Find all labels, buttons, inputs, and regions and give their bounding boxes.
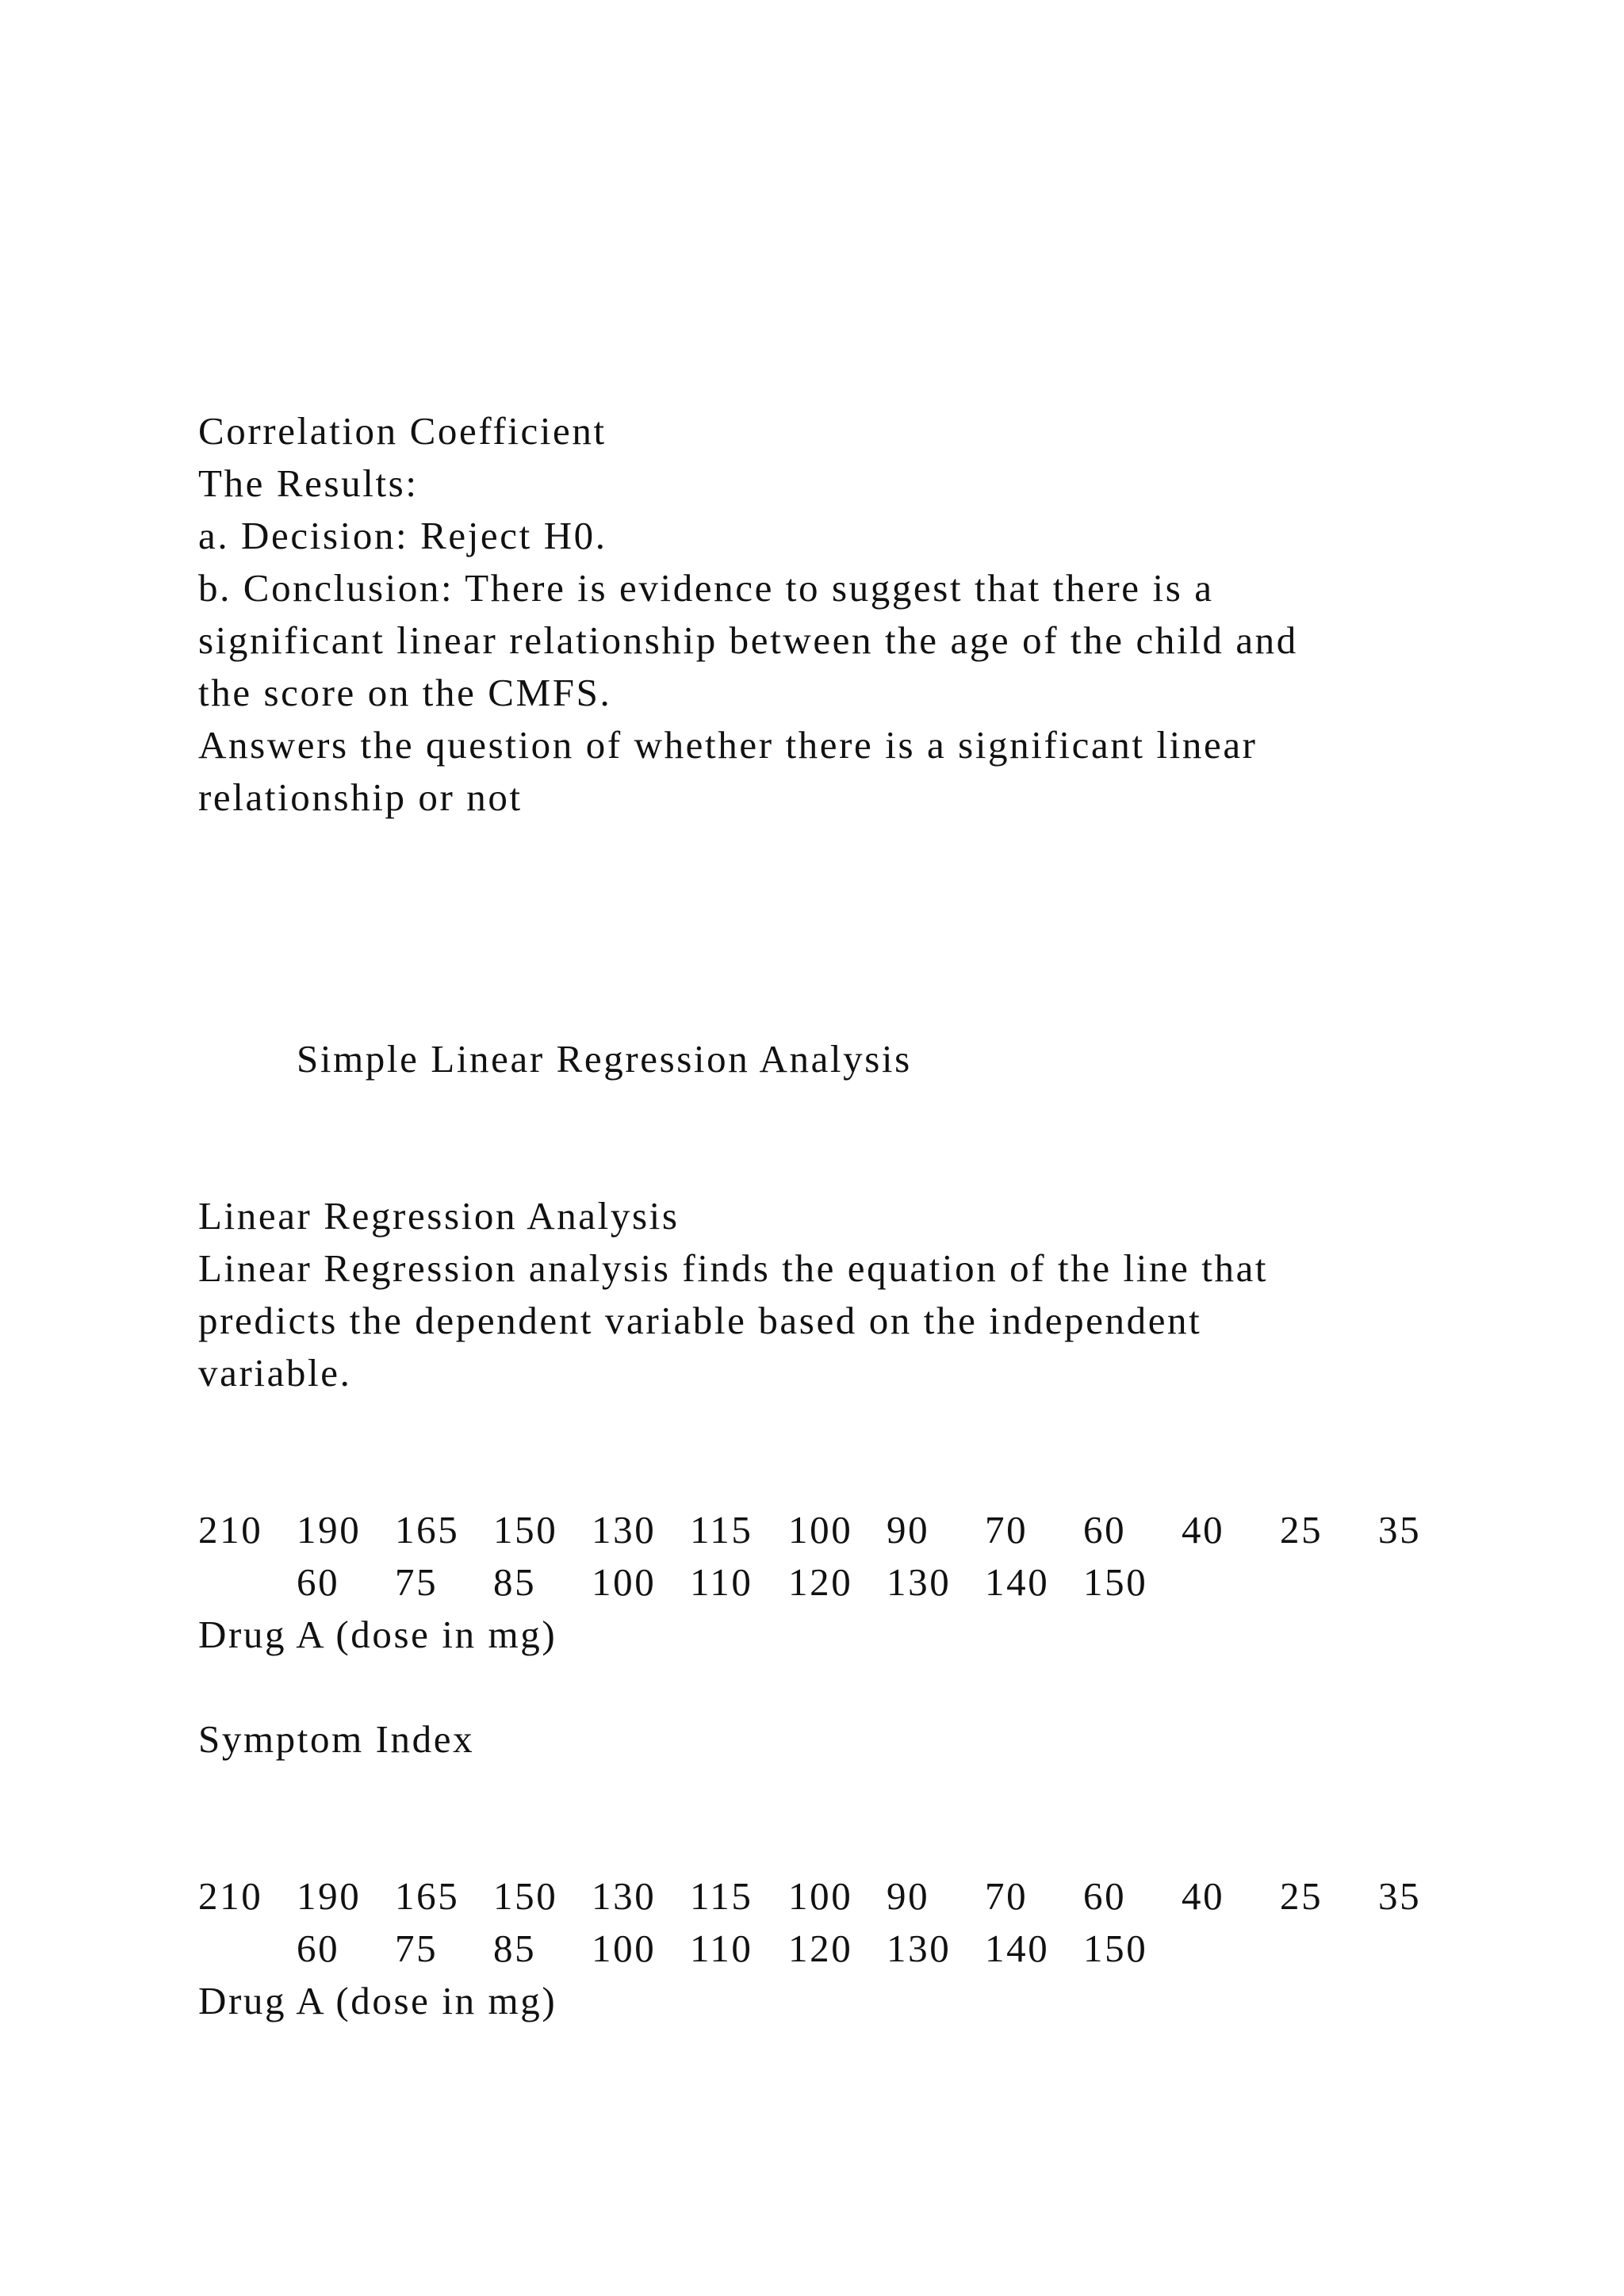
x-tick-label: 110 <box>690 1560 753 1604</box>
y-tick-label: 115 <box>690 1874 753 1918</box>
x-tick-label: 150 <box>1083 1927 1148 1970</box>
x-tick-label: 110 <box>690 1927 753 1970</box>
y-tick-label: 25 <box>1280 1508 1323 1552</box>
x-tick-label: 130 <box>887 1560 952 1604</box>
x-tick-label: 85 <box>493 1560 537 1604</box>
x-tick-label: 100 <box>592 1560 657 1604</box>
regression-heading: Linear Regression Analysis <box>198 1194 680 1238</box>
regression-desc-line-1: Linear Regression analysis finds the equation of the line that <box>198 1246 1269 1290</box>
y-axis-label: Symptom Index <box>198 1717 475 1761</box>
decision-line: a. Decision: Reject H0. <box>198 514 607 557</box>
y-tick-label: 130 <box>592 1508 657 1552</box>
regression-desc-line-3: variable. <box>198 1351 352 1395</box>
x-tick-label: 35 <box>1378 1874 1422 1918</box>
y-tick-label: 190 <box>297 1874 362 1918</box>
y-tick-label: 90 <box>887 1508 930 1552</box>
x-tick-label: 60 <box>297 1560 340 1604</box>
y-tick-label: 40 <box>1182 1874 1225 1918</box>
y-tick-label: 25 <box>1280 1874 1323 1918</box>
y-tick-label: 150 <box>493 1508 558 1552</box>
y-tick-label: 130 <box>592 1874 657 1918</box>
x-tick-label: 130 <box>887 1927 952 1970</box>
y-tick-label: 190 <box>297 1508 362 1552</box>
x-tick-label: 60 <box>297 1927 340 1970</box>
y-tick-label: 60 <box>1083 1874 1127 1918</box>
y-tick-label: 210 <box>198 1874 263 1918</box>
y-tick-label: 70 <box>985 1874 1028 1918</box>
x-tick-label: 75 <box>395 1927 439 1970</box>
results-label: The Results: <box>198 461 419 505</box>
x-tick-label: 150 <box>1083 1560 1148 1604</box>
x-tick-label: 140 <box>985 1560 1050 1604</box>
x-tick-label: 85 <box>493 1927 537 1970</box>
regression-desc-line-2: predicts the dependent variable based on the independent <box>198 1299 1202 1342</box>
answers-line-1: Answers the question of whether there is a significant linear <box>198 723 1258 767</box>
y-tick-label: 115 <box>690 1508 753 1552</box>
y-tick-label: 40 <box>1182 1508 1225 1552</box>
y-tick-label: 165 <box>395 1874 460 1918</box>
x-tick-label: 120 <box>788 1927 853 1970</box>
correlation-heading: Correlation Coefficient <box>198 409 607 453</box>
y-tick-label: 60 <box>1083 1508 1127 1552</box>
x-axis-label: Drug A (dose in mg) <box>198 1613 557 1656</box>
x-axis-label: Drug A (dose in mg) <box>198 1979 557 2022</box>
conclusion-line-1: b. Conclusion: There is evidence to suggest that there is a <box>198 566 1214 610</box>
x-tick-label: 35 <box>1378 1508 1422 1552</box>
y-tick-label: 100 <box>788 1874 853 1918</box>
y-tick-label: 165 <box>395 1508 460 1552</box>
y-tick-label: 150 <box>493 1874 558 1918</box>
y-tick-label: 90 <box>887 1874 930 1918</box>
x-tick-label: 120 <box>788 1560 853 1604</box>
conclusion-line-2: significant linear relationship between the age of the child and <box>198 618 1298 662</box>
conclusion-line-3: the score on the CMFS. <box>198 671 612 714</box>
section-title: Simple Linear Regression Analysis <box>297 1037 912 1081</box>
x-tick-label: 100 <box>592 1927 657 1970</box>
x-tick-label: 140 <box>985 1927 1050 1970</box>
x-tick-label: 75 <box>395 1560 439 1604</box>
y-tick-label: 210 <box>198 1508 263 1552</box>
y-tick-label: 70 <box>985 1508 1028 1552</box>
y-tick-label: 100 <box>788 1508 853 1552</box>
answers-line-2: relationship or not <box>198 775 523 819</box>
